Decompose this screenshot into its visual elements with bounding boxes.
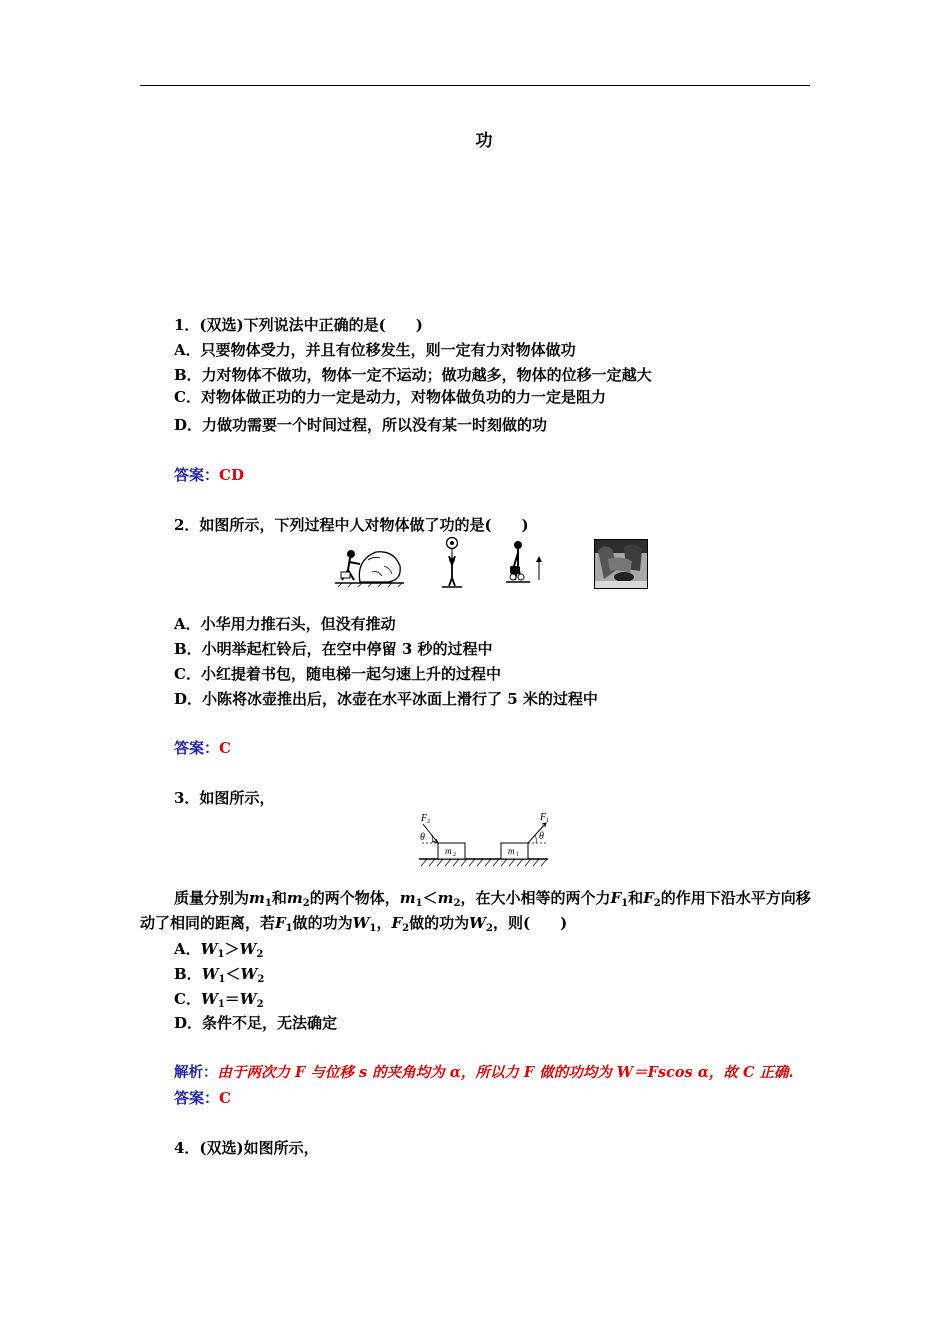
answer-value: CD [219, 466, 244, 484]
curling-photo [594, 539, 648, 589]
q1-option-b: B．力对物体不做功，物体一定不运动；做功越多，物体的位移一定越大 [174, 366, 652, 384]
two-blocks-force-diagram [416, 810, 552, 868]
q1-stem: 1．(双选)下列说法中正确的是( ) [174, 316, 423, 334]
answer-value: C [219, 1089, 231, 1107]
q2-option-c: C．小红提着书包，随电梯一起匀速上升的过程中 [174, 665, 501, 683]
q2-stem: 2．如图所示，下列过程中人对物体做了功的是( ) [174, 516, 529, 534]
q4-stem: 4．(双选)如图所示， [174, 1139, 319, 1157]
answer-label: 答案： [174, 739, 220, 757]
q3-option-a: A．$W_1>W_2$ [174, 940, 264, 960]
lifting-barbell-illustration [440, 536, 464, 590]
q3-body: 质量分别为$m_1$和$m_2$的两个物体，$m_1<m_2$，在大小相等的两个力$F_1$和$F_2$的作用下沿水平方向移动了相同的距离，若$F_1$做的功为$W_1$，$F_2$做的功为$W_2$，则( ) [140, 889, 811, 934]
q1-option-c: C．对物体做正功的力一定是动力，对物体做负功的力一定是阻力 [174, 388, 606, 406]
escalator-schoolbag-illustration [504, 536, 546, 588]
q2-option-d: D．小陈将冰壶推出后，冰壶在水平冰面上滑行了 5 米的过程中 [174, 690, 598, 708]
force-f1-subscript: 1 [546, 818, 549, 824]
force-f1-label: F [540, 812, 547, 823]
q2-answer [174, 738, 231, 758]
mass-m2-subscript: 2 [453, 852, 456, 858]
mass-m2-label: m [445, 846, 452, 856]
answer-label: 答案： [174, 1089, 220, 1107]
mass-m1-label: m [508, 846, 515, 856]
q3-stem: 3．如图所示， [174, 789, 275, 807]
q3-option-d: D．条件不足，无法确定 [174, 1014, 338, 1032]
q1-answer [174, 465, 244, 485]
header-rule [140, 85, 810, 86]
force-f2-label: F [421, 813, 428, 824]
q1-option-a: A．只要物体受力，并且有位移发生，则一定有力对物体做功 [174, 341, 576, 359]
page-title: 功 [475, 131, 493, 151]
pushing-rock-illustration [334, 536, 406, 588]
explanation-text: 由于两次力 F 与位移 s 的夹角均为 α，所以力 F 做的功均为 W＝Fscos α，故 C 正确. [217, 1064, 794, 1081]
q3-option-c: C．$W_1=W_2$ [174, 990, 264, 1010]
q3-explanation [174, 1063, 794, 1083]
explanation-label: 解析： [174, 1064, 218, 1081]
mass-m1-subscript: 1 [516, 852, 519, 858]
q3-answer [174, 1088, 231, 1108]
answer-value: C [219, 739, 231, 757]
q3-option-b: B．$W_1<W_2$ [174, 965, 265, 985]
q2-option-b: B．小明举起杠铃后，在空中停留 3 秒的过程中 [174, 640, 493, 658]
theta-label: θ [539, 831, 544, 842]
theta-label: θ [420, 832, 425, 843]
q2-option-a: A．小华用力推石头，但没有推动 [174, 615, 396, 633]
force-f2-subscript: 2 [427, 819, 430, 825]
answer-label: 答案： [174, 466, 220, 484]
q1-option-d: D．力做功需要一个时间过程，所以没有某一时刻做的功 [174, 416, 548, 434]
